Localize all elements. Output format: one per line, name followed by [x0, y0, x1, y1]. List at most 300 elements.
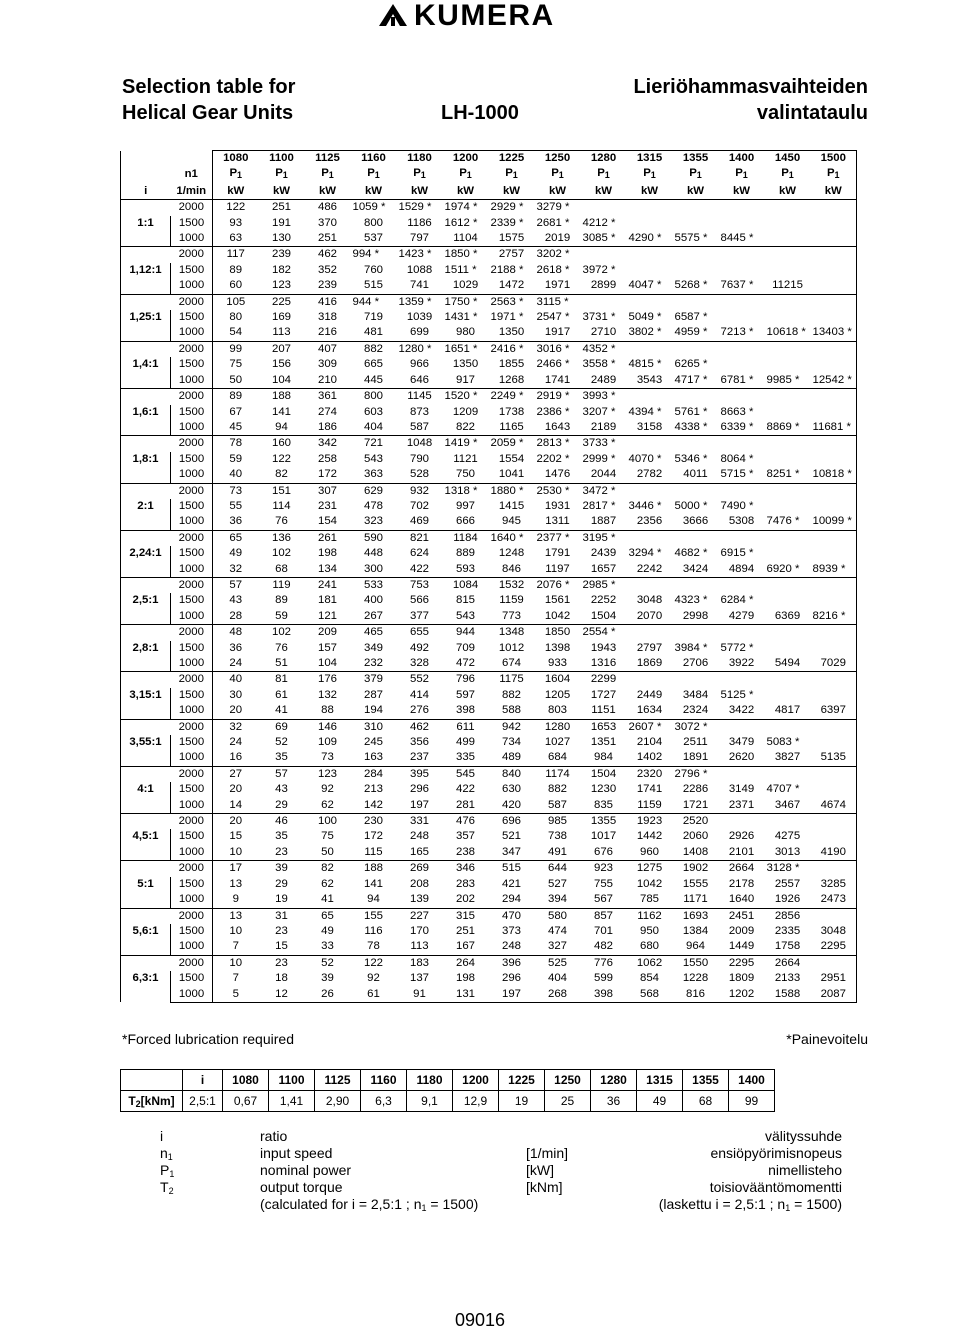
power-value: 315 — [443, 908, 489, 924]
power-value: 114 — [272, 499, 291, 512]
torque-value: 0,67 — [223, 1091, 269, 1112]
power-value: 281 — [455, 798, 475, 811]
power-value — [765, 200, 811, 216]
power-symbol-header — [765, 166, 811, 183]
power-value: 3195 * — [581, 530, 627, 546]
torque-value: 36 — [591, 1091, 637, 1112]
power-value — [765, 216, 811, 231]
power-unit-header: kW — [640, 184, 659, 197]
power-value: 462 — [305, 247, 351, 263]
power-value: 1657 — [590, 562, 617, 575]
power-value — [627, 294, 673, 310]
power-value: 2706 — [682, 657, 709, 669]
power-value: 121 — [317, 609, 337, 622]
brand-name: KUMERA — [414, 0, 555, 32]
n1-cell: 1500 — [171, 924, 213, 939]
power-symbol-header — [535, 166, 581, 183]
power-value: 123 — [271, 279, 291, 292]
power-value: 525 — [535, 955, 581, 971]
power-value — [719, 247, 765, 263]
table-row — [121, 357, 857, 372]
power-value — [811, 530, 857, 546]
power-value: 141 — [363, 877, 383, 890]
power-value: 3484 — [682, 688, 709, 701]
power-unit-header: kW — [410, 184, 429, 197]
ratio-cell: 3,55:1 — [121, 719, 171, 766]
power-value — [673, 216, 719, 231]
power-value: 89 — [229, 263, 243, 276]
power-value: 3279 * — [535, 200, 581, 216]
table-row — [121, 861, 857, 877]
legend — [122, 1128, 842, 1213]
model-title: LH-1000 — [441, 102, 519, 124]
power-value: 239 — [259, 247, 305, 263]
power-value: 2059 * — [489, 436, 535, 452]
power-value — [627, 216, 673, 231]
table-row — [121, 766, 857, 782]
power-value: 12 — [259, 987, 305, 1003]
size-header: 1125 — [305, 151, 351, 167]
power-value — [673, 530, 719, 546]
table-row — [121, 971, 857, 986]
power-value: 821 — [397, 530, 443, 546]
power-value: 8064 * — [720, 452, 754, 465]
power-value: 89 — [213, 389, 259, 405]
power-value — [765, 688, 811, 703]
power-value: 624 — [409, 547, 429, 560]
power-value: 785 — [639, 893, 659, 906]
size-header: 1080 — [213, 151, 259, 167]
n1-cell: 2000 — [171, 436, 213, 452]
torque-ratio: 2,5:1 — [183, 1091, 223, 1112]
power-value: 60 — [229, 279, 243, 292]
power-value: 482 — [593, 940, 613, 953]
power-value: 30 — [229, 688, 243, 701]
torque-size-header: 1125 — [315, 1070, 361, 1091]
power-value: 248 — [409, 830, 429, 843]
power-value — [765, 530, 811, 546]
power-value — [811, 216, 857, 231]
power-value: 588 — [501, 704, 521, 717]
power-value: 527 — [547, 877, 567, 890]
torque-symbol: T — [128, 1093, 136, 1108]
power-value: 3731 * — [582, 311, 616, 324]
power-value: 251 — [259, 200, 305, 216]
power-value — [811, 436, 857, 452]
size-header: 1280 — [581, 151, 627, 167]
power-value: 377 — [409, 609, 429, 622]
power-value: 2252 — [590, 594, 617, 607]
power-value: 94 — [367, 893, 380, 906]
power-value: 4275 — [774, 830, 801, 843]
power-value: 10618 * — [766, 326, 806, 339]
table-row — [121, 546, 857, 561]
power-value — [765, 436, 811, 452]
power-value: 23 — [275, 924, 288, 937]
power-value: 3472 * — [581, 483, 627, 499]
title-english — [122, 74, 295, 126]
power-value: 269 — [397, 861, 443, 877]
power-value: 815 — [455, 594, 475, 607]
power-symbol: P — [597, 167, 605, 180]
ratio-cell: 5,6:1 — [121, 908, 171, 955]
power-value: 797 — [409, 232, 429, 245]
power-value — [673, 483, 719, 499]
power-value: 40 — [229, 468, 243, 481]
power-value: 3446 * — [628, 499, 662, 512]
power-value: 400 — [363, 594, 383, 607]
n1-cell: 1500 — [171, 546, 213, 561]
n1-header: n1 — [171, 166, 213, 183]
power-value: 1209 — [452, 405, 479, 418]
power-value: 36 — [229, 515, 243, 528]
n1-cell: 1500 — [171, 641, 213, 656]
table-row — [121, 373, 857, 389]
power-value: 1202 — [719, 987, 765, 1003]
power-symbol-header — [673, 166, 719, 183]
power-value — [811, 641, 857, 656]
power-value: 599 — [593, 972, 613, 985]
power-value: 9 — [232, 893, 239, 906]
power-value: 882 — [501, 688, 521, 701]
power-value: 421 — [501, 877, 521, 890]
power-value: 7 — [232, 940, 239, 953]
power-value: 1186 — [407, 216, 432, 229]
power-value — [673, 672, 719, 688]
power-value: 515 — [489, 861, 535, 877]
power-value — [673, 200, 719, 216]
power-value: 2076 * — [535, 577, 581, 593]
power-value: 1384 — [682, 924, 709, 937]
power-value — [811, 231, 857, 247]
power-value: 420 — [501, 798, 521, 811]
power-value: 1472 — [498, 279, 525, 292]
power-value: 73 — [321, 751, 334, 764]
power-value — [811, 766, 857, 782]
n1-cell: 2000 — [171, 247, 213, 263]
power-value — [719, 200, 765, 216]
power-value: 492 — [409, 641, 429, 654]
power-value: 132 — [317, 688, 337, 701]
torque-value: 25 — [545, 1091, 591, 1112]
power-value: 854 — [639, 972, 659, 985]
power-value — [811, 389, 857, 405]
power-value: 232 — [363, 657, 383, 669]
torque-size-header: 1100 — [269, 1070, 315, 1091]
power-value: 2919 * — [535, 389, 581, 405]
power-value: 335 — [455, 751, 475, 764]
power-unit-header: kW — [318, 184, 337, 197]
power-value: 3802 * — [628, 326, 662, 339]
power-value: 10 — [229, 845, 243, 858]
power-value: 92 — [321, 783, 334, 796]
power-value: 2104 — [636, 736, 663, 749]
power-value: 32 — [213, 719, 259, 735]
power-value: 238 — [455, 845, 475, 858]
n1-cell: 1500 — [171, 452, 213, 467]
power-value: 6284 * — [720, 594, 754, 607]
size-header: 1400 — [719, 151, 765, 167]
power-value: 4011 — [683, 468, 708, 481]
power-value: 4894 — [728, 562, 755, 575]
power-value: 1171 — [683, 893, 708, 906]
power-value: 154 — [317, 515, 337, 528]
power-value: 1554 — [498, 452, 525, 465]
power-value: 2295 — [719, 955, 765, 971]
torque-size-header: 1400 — [729, 1070, 775, 1091]
torque-value: 68 — [683, 1091, 729, 1112]
power-value: 197 — [489, 987, 535, 1003]
power-value: 373 — [501, 924, 521, 937]
n1-cell: 2000 — [171, 341, 213, 357]
power-value: 404 — [547, 972, 567, 985]
table-row — [121, 703, 857, 719]
power-value: 2242 — [636, 562, 663, 575]
power-value: 395 — [397, 766, 443, 782]
torque-value: 12,9 — [453, 1091, 499, 1112]
power-value — [627, 247, 673, 263]
power-value: 721 — [351, 436, 397, 452]
power-value: 49 — [321, 924, 334, 937]
power-value: 7490 * — [720, 499, 754, 512]
power-value: 54 — [229, 326, 243, 339]
power-value: 2489 — [590, 373, 617, 386]
torque-size-header: 1315 — [637, 1070, 683, 1091]
power-value — [811, 405, 857, 420]
power-value — [719, 766, 765, 782]
power-value: 19 — [275, 893, 288, 906]
power-value: 361 — [305, 389, 351, 405]
torque-corner — [121, 1070, 183, 1091]
n1-cell: 2000 — [171, 577, 213, 593]
power-value: 543 — [455, 609, 475, 622]
power-value: 287 — [363, 688, 383, 701]
power-value: 755 — [593, 877, 613, 890]
power-value: 6915 * — [720, 547, 754, 560]
n1-cell: 2000 — [171, 908, 213, 924]
power-value: 356 — [409, 736, 429, 749]
power-value: 2044 — [590, 468, 617, 481]
table-row — [121, 987, 857, 1003]
power-value: 2356 — [636, 515, 663, 528]
power-value: 51 — [275, 657, 288, 669]
power-value — [765, 625, 811, 641]
power-value: 4338 * — [674, 420, 708, 433]
power-value: 131 — [443, 987, 489, 1003]
legend-english: nominal power — [260, 1162, 352, 1178]
power-value — [811, 278, 857, 294]
power-value: 1197 — [545, 562, 570, 575]
power-value: 515 — [363, 279, 383, 292]
power-subscript: 1 — [742, 170, 748, 181]
power-value: 491 — [547, 845, 567, 858]
power-value: 4959 * — [674, 326, 708, 339]
power-value: 102 — [259, 625, 305, 641]
power-value — [765, 593, 811, 608]
power-value: 63 — [229, 232, 243, 245]
power-value — [627, 436, 673, 452]
torque-size-header: 1250 — [545, 1070, 591, 1091]
power-value: 104 — [317, 657, 337, 669]
torque-subscript: 2 — [135, 1098, 141, 1109]
power-value: 566 — [409, 594, 429, 607]
power-subscript: 1 — [282, 170, 288, 181]
power-value — [719, 216, 765, 231]
ratio-cell: 1:1 — [121, 200, 171, 247]
torque-label — [121, 1091, 183, 1112]
power-value: 665 — [363, 358, 383, 371]
selection-table — [120, 150, 857, 1003]
n1-cell: 1500 — [171, 971, 213, 986]
power-value: 873 — [409, 405, 429, 418]
power-value: 2554 * — [581, 625, 627, 641]
table-row — [121, 750, 857, 766]
power-value: 882 — [351, 341, 397, 357]
power-value: 543 — [363, 452, 383, 465]
power-value: 796 — [443, 672, 489, 688]
power-value: 684 — [547, 751, 567, 764]
power-value: 17 — [213, 861, 259, 877]
table-row — [121, 294, 857, 310]
size-header: 1355 — [673, 151, 719, 167]
power-value: 2286 — [682, 783, 709, 796]
ratio-cell: 1,8:1 — [121, 436, 171, 483]
n1-cell: 1500 — [171, 216, 213, 231]
power-value: 4815 * — [628, 358, 662, 371]
power-value: 43 — [229, 594, 243, 607]
torque-value: 49 — [637, 1091, 683, 1112]
n1-cell: 1000 — [171, 939, 213, 955]
power-value: 800 — [363, 216, 383, 229]
power-value: 61 — [351, 987, 397, 1003]
size-header: 1225 — [489, 151, 535, 167]
ratio-cell: 2,24:1 — [121, 530, 171, 577]
power-value — [765, 641, 811, 656]
power-value — [811, 861, 857, 877]
power-value: 57 — [213, 577, 259, 593]
power-value: 241 — [305, 577, 351, 593]
power-value: 6339 * — [720, 420, 754, 433]
power-value: 1693 — [673, 908, 719, 924]
power-value: 323 — [363, 515, 383, 528]
power-value: 4394 * — [628, 405, 662, 418]
power-value: 67 — [229, 405, 243, 418]
power-value: 1145 — [397, 389, 443, 405]
n1-cell: 1500 — [171, 735, 213, 750]
power-value: 3294 * — [628, 547, 662, 560]
power-value: 533 — [351, 577, 397, 593]
power-value: 414 — [409, 688, 429, 701]
power-value: 773 — [501, 609, 521, 622]
power-value: 1275 — [627, 861, 673, 877]
power-value: 674 — [501, 657, 521, 669]
power-value: 1041 — [498, 468, 525, 481]
n1-cell: 1000 — [171, 798, 213, 814]
torque-value: 1,41 — [269, 1091, 315, 1112]
power-value — [811, 499, 857, 514]
power-value: 7029 — [811, 656, 857, 672]
power-value: 882 — [547, 783, 567, 796]
legend-row — [122, 1145, 842, 1162]
power-value: 1887 — [590, 515, 617, 528]
table-row — [121, 436, 857, 452]
power-value: 1643 — [544, 420, 571, 433]
power-value: 2664 — [765, 955, 811, 971]
power-value: 182 — [271, 263, 291, 276]
power-value: 4290 * — [628, 232, 662, 245]
legend-symbol: $P_1$ — [160, 1162, 175, 1179]
power-value: 2563 * — [489, 294, 535, 310]
power-value: 1042 — [636, 877, 663, 890]
power-value: 666 — [455, 515, 475, 528]
power-value: 889 — [455, 547, 475, 560]
power-value: 1351 — [590, 736, 617, 749]
power-value: 5 — [213, 987, 259, 1003]
power-symbol: P — [229, 167, 238, 180]
n1-cell: 1500 — [171, 593, 213, 608]
power-value: 300 — [363, 562, 383, 575]
power-value: 69 — [259, 719, 305, 735]
power-value: 1653 — [581, 719, 627, 735]
power-value — [719, 530, 765, 546]
power-value: 1902 — [673, 861, 719, 877]
power-value: 587 — [409, 420, 429, 433]
power-value: 65 — [305, 908, 351, 924]
power-value: 734 — [501, 736, 521, 749]
power-value: 741 — [409, 279, 429, 292]
power-value: 188 — [351, 861, 397, 877]
n1-cell: 1000 — [171, 656, 213, 672]
power-value: 99 — [213, 341, 259, 357]
ratio-cell: 2,8:1 — [121, 625, 171, 672]
power-value — [719, 389, 765, 405]
power-value — [765, 294, 811, 310]
n1-cell: 1500 — [171, 782, 213, 797]
power-value: 1205 — [544, 688, 571, 701]
power-value: 445 — [363, 373, 383, 386]
table-row — [121, 325, 857, 341]
power-value: 1415 — [498, 499, 525, 512]
power-value: 4212 * — [582, 216, 616, 229]
ratio-cell: 2:1 — [121, 483, 171, 530]
power-value: 276 — [409, 704, 429, 717]
power-value: 2929 * — [489, 200, 535, 216]
power-value: 310 — [351, 719, 397, 735]
power-value: 1248 — [498, 547, 525, 560]
power-value: 194 — [363, 704, 383, 717]
power-value: 197 — [409, 798, 429, 811]
power-value: 172 — [317, 468, 337, 481]
power-value: 489 — [501, 751, 521, 764]
size-header: 1315 — [627, 151, 673, 167]
power-value: 186 — [317, 420, 337, 433]
power-value: 593 — [455, 562, 475, 575]
power-value: 2466 * — [536, 358, 570, 371]
power-value: 208 — [409, 877, 429, 890]
table-row — [121, 877, 857, 892]
power-value — [811, 452, 857, 467]
power-value: 1165 — [499, 420, 524, 433]
power-value: 1402 — [636, 751, 663, 764]
power-value: 1359 * — [397, 294, 443, 310]
power-value — [811, 814, 857, 830]
power-subscript: 1 — [788, 170, 794, 181]
power-value: 113 — [272, 326, 291, 339]
table-row — [121, 200, 857, 216]
n1-cell: 1500 — [171, 310, 213, 325]
power-value: 465 — [351, 625, 397, 641]
power-value: 327 — [547, 940, 567, 953]
